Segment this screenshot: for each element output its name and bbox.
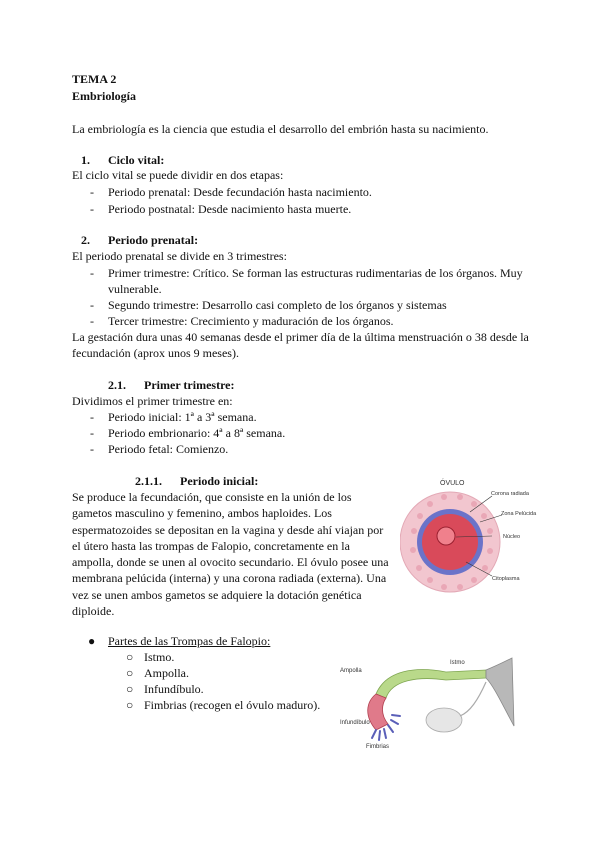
falopio-heading: Partes de las Trompas de Falopio: bbox=[108, 634, 271, 648]
ovulo-label-citoplasma: Citoplasma bbox=[492, 576, 520, 582]
list-dash: - bbox=[90, 298, 94, 312]
doc-subtitle: Embriología bbox=[72, 89, 137, 103]
intro-paragraph: La embriología es la ciencia que estudia el desarrollo del embrión hasta su nacimiento. bbox=[72, 122, 489, 136]
infundibulo-shape bbox=[368, 694, 388, 730]
list-dash: - bbox=[90, 426, 94, 440]
list-item: Periodo prenatal: Desde fecundación hasta nacimiento. bbox=[108, 185, 372, 199]
trompa-label-fimbrias: Fimbrias bbox=[366, 744, 390, 750]
list-item: Periodo inicial: 1ª a 3ª semana. bbox=[108, 410, 257, 424]
ovario-shape bbox=[426, 708, 462, 732]
section211-number: 2.1.1. bbox=[135, 474, 162, 488]
list-item: Periodo postnatal: Desde nacimiento hasta muerte. bbox=[108, 202, 352, 216]
list-item: Fimbrias (recogen el óvulo maduro). bbox=[144, 698, 321, 712]
section21-lead: Dividimos el primer trimestre en: bbox=[72, 394, 233, 408]
list-item: Periodo fetal: Comienzo. bbox=[108, 442, 229, 456]
section2-lead: El periodo prenatal se divide en 3 trimestres: bbox=[72, 249, 287, 263]
list-dash: - bbox=[90, 185, 94, 199]
trompa-figure bbox=[336, 652, 532, 752]
ovulo-label-corona: Corona radiada bbox=[491, 491, 529, 497]
list-dash: - bbox=[90, 202, 94, 216]
list-dash: - bbox=[90, 442, 94, 456]
list-dash: - bbox=[90, 314, 94, 328]
nucleo-shape bbox=[437, 527, 455, 545]
trompa-label-istmo: Istmo bbox=[450, 660, 465, 666]
circle-bullet-icon: ○ bbox=[126, 698, 134, 712]
list-item: Tercer trimestre: Crecimiento y maduración de los órganos. bbox=[108, 314, 394, 328]
list-item: Segundo trimestre: Desarrollo casi completo de los órganos y sistemas bbox=[108, 298, 447, 312]
ovulo-title: ÓVULO bbox=[440, 480, 465, 487]
ovulo-figure bbox=[400, 476, 550, 600]
doc-title: TEMA 2 bbox=[72, 72, 117, 86]
section1-lead: El ciclo vital se puede dividir en dos etapas: bbox=[72, 168, 284, 182]
list-item: Istmo. bbox=[144, 650, 175, 664]
trompa-label-ampolla: Ampolla bbox=[340, 668, 362, 674]
circle-bullet-icon: ○ bbox=[126, 682, 134, 696]
list-item: Infundíbulo. bbox=[144, 682, 204, 696]
list-item: Periodo embrionario: 4ª a 8ª semana. bbox=[108, 426, 286, 440]
ovulo-label-zona: Zona Pelúcida bbox=[501, 511, 537, 517]
list-dash: - bbox=[90, 266, 94, 280]
section211-body: Se produce la fecundación, que consiste en la unión de los gametos masculino y femenino, ambos haploides. Los espermatozoides se depositan en la vagina y desde ahí viajan por el útero hasta las trompas de Falopio, concretamente en la ampolla, donde se unen al ovocito secundario. El óvulo posee una membrana pelúcida (interna) y una corona radiada (externa). Una vez se unen ambos gametos se adquiere la dotación genética diploide. bbox=[72, 490, 389, 619]
list-dash: - bbox=[90, 410, 94, 424]
ampolla-shape bbox=[376, 670, 486, 698]
section21-number: 2.1. bbox=[108, 378, 126, 392]
section2-closing: La gestación dura unas 40 semanas desde el primer día de la última menstruación o 38 desde la fecundación (aprox unos 9 meses). bbox=[72, 330, 529, 361]
bullet-icon: ● bbox=[88, 634, 96, 648]
section211-heading: Periodo inicial: bbox=[180, 474, 259, 488]
section21-heading: Primer trimestre: bbox=[144, 378, 235, 392]
section1-number: 1. bbox=[81, 153, 90, 167]
trompa-label-infundibulo: Infundíbulo bbox=[340, 720, 370, 726]
section2-number: 2. bbox=[81, 233, 90, 247]
circle-bullet-icon: ○ bbox=[126, 650, 134, 664]
section2-heading: Periodo prenatal: bbox=[108, 233, 199, 247]
utero-shape bbox=[486, 658, 514, 726]
list-item: Primer trimestre: Crítico. Se forman las estructuras rudimentarias de los órganos. Muy vulnerable. bbox=[108, 266, 523, 297]
section1-heading: Ciclo vital: bbox=[108, 153, 165, 167]
ovulo-label-nucleo: Núcleo bbox=[503, 534, 521, 540]
list-item: Ampolla. bbox=[144, 666, 189, 680]
circle-bullet-icon: ○ bbox=[126, 666, 134, 680]
